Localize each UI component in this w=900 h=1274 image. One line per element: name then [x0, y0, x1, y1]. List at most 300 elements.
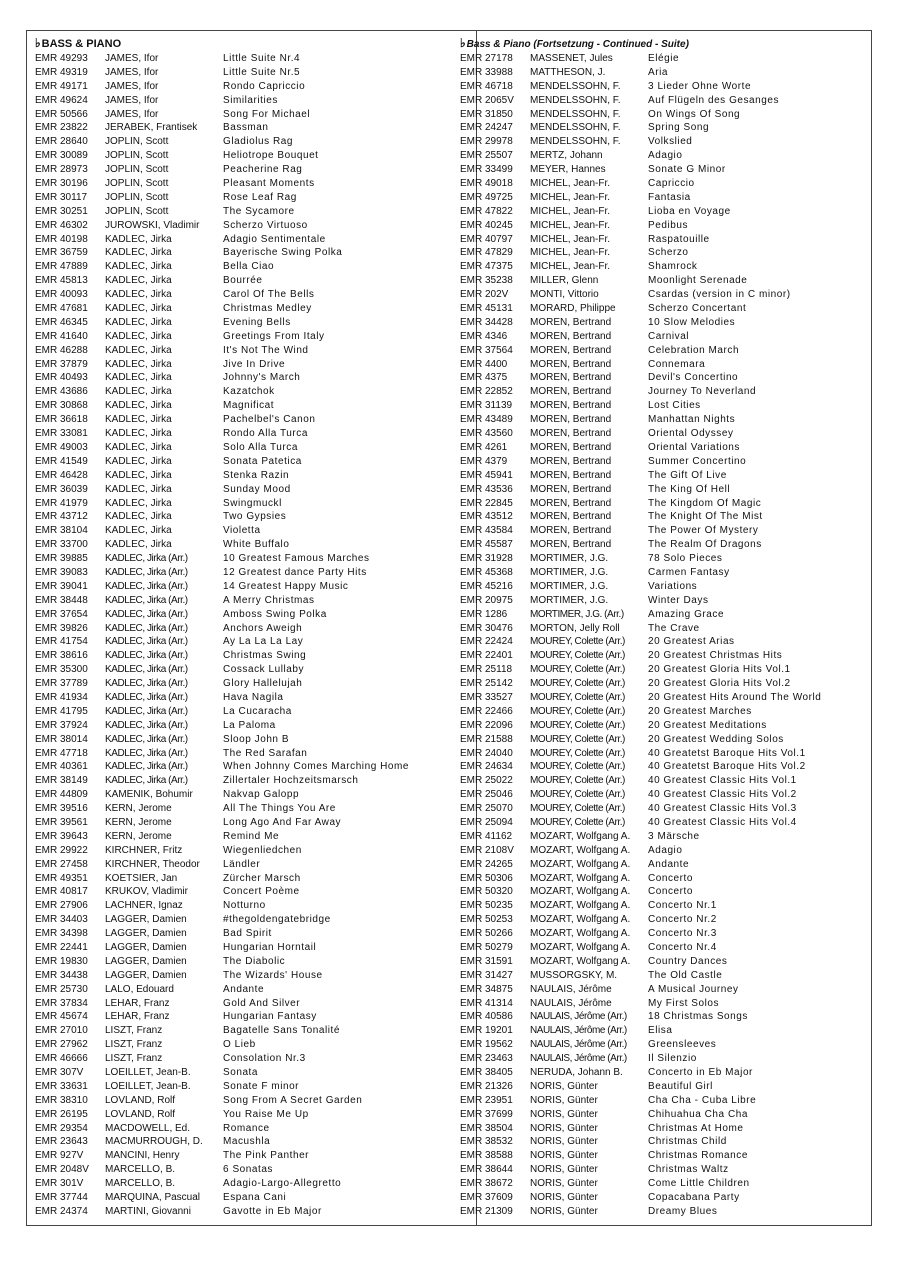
catalog-number: EMR 24247 [460, 122, 513, 134]
catalog-entry [35, 246, 455, 260]
work-title: Adagio [648, 150, 683, 162]
composer: LISZT, Franz [105, 1039, 163, 1051]
composer: MOREN, Bertrand [530, 358, 612, 370]
composer: MOUREY, Colette (Arr.) [530, 636, 625, 648]
composer: KADLEC, Jirka (Arr.) [105, 747, 188, 759]
work-title: La Cucaracha [223, 705, 292, 717]
composer: KADLEC, Jirka [105, 247, 172, 259]
composer: MERTZ, Johann [530, 150, 603, 162]
composer: NORIS, Günter [530, 1136, 598, 1148]
catalog-entry [35, 872, 455, 886]
work-title: It's Not The Wind [223, 344, 309, 356]
catalog-number: EMR 45813 [35, 275, 88, 287]
work-title: Scherzo [648, 247, 689, 259]
catalog-entry [460, 80, 870, 94]
composer: KADLEC, Jirka [105, 233, 172, 245]
composer: KADLEC, Jirka [105, 386, 172, 398]
catalog-entry [460, 552, 870, 566]
work-title: Carnival [648, 330, 690, 342]
catalog-entry [35, 94, 455, 108]
work-title: Sonate F minor [223, 1080, 300, 1092]
composer: LISZT, Franz [105, 1025, 163, 1037]
catalog-entry [460, 969, 870, 983]
work-title: Swingmuckl [223, 497, 282, 509]
catalog-entry [35, 1066, 455, 1080]
composer: NORIS, Günter [530, 1122, 598, 1134]
work-title: 20 Greatest Christmas Hits [648, 650, 783, 662]
composer: MASSENET, Jules [530, 53, 613, 64]
catalog-entry [460, 413, 870, 427]
catalog-entry [460, 455, 870, 469]
composer: MOREN, Bertrand [530, 414, 612, 426]
section-heading-text: Bass & Piano (Fortsetzung - Continued - Suite) [466, 39, 689, 50]
catalog-number: EMR 31850 [460, 108, 513, 120]
catalog-entry [35, 469, 455, 483]
catalog-entry [460, 316, 870, 330]
work-title: Beautiful Girl [648, 1080, 713, 1092]
work-title: The Gift Of Live [648, 469, 727, 481]
catalog-entry [460, 399, 870, 413]
work-title: 6 Sonatas [223, 1164, 273, 1176]
catalog-number: EMR 39561 [35, 816, 88, 828]
catalog-entry [460, 594, 870, 608]
catalog-number: EMR 2108V [460, 844, 514, 856]
work-title: Bad Spirit [223, 928, 272, 940]
catalog-number: EMR 33499 [460, 164, 513, 176]
composer: MOREN, Bertrand [530, 455, 612, 467]
composer: NAULAIS, Jérôme (Arr.) [530, 1025, 627, 1037]
catalog-entry [460, 899, 870, 913]
catalog-number: EMR 49624 [35, 94, 88, 106]
work-title: Violetta [223, 525, 261, 537]
composer: NORIS, Günter [530, 1178, 598, 1190]
catalog-entry [35, 622, 455, 636]
work-title: Pleasant Moments [223, 178, 315, 190]
work-title: Lost Cities [648, 400, 701, 412]
composer: MOZART, Wolfgang A. [530, 830, 631, 842]
composer: MORTIMER, J.G. [530, 580, 609, 592]
work-title: Zürcher Marsch [223, 872, 301, 884]
work-title: Hungarian Fantasy [223, 1011, 317, 1023]
catalog-entry [35, 1108, 455, 1122]
composer: KADLEC, Jirka [105, 261, 172, 273]
catalog-number: EMR 47681 [35, 303, 88, 315]
catalog-number: EMR 38149 [35, 775, 88, 787]
catalog-number: EMR 37699 [460, 1108, 513, 1120]
catalog-entry [35, 1149, 455, 1163]
catalog-entry [460, 830, 870, 844]
catalog-entry [460, 358, 870, 372]
composer: KADLEC, Jirka (Arr.) [105, 705, 188, 717]
catalog-entry [35, 1163, 455, 1177]
work-title: Jive In Drive [223, 358, 286, 370]
work-title: Anchors Aweigh [223, 622, 303, 634]
catalog-number: EMR 24040 [460, 747, 513, 759]
catalog-entry [35, 497, 455, 511]
work-title: Concerto in Eb Major [648, 1067, 753, 1079]
catalog-entry [35, 233, 455, 247]
catalog-entry [35, 66, 455, 80]
work-title: Concerto Nr.2 [648, 914, 717, 926]
catalog-entry [460, 1052, 870, 1066]
composer: MOZART, Wolfgang A. [530, 858, 631, 870]
work-title: Csardas (version in C minor) [648, 289, 791, 301]
composer: LISZT, Franz [105, 1053, 163, 1065]
catalog-number: EMR 41314 [460, 997, 513, 1009]
composer: LOVLAND, Rolf [105, 1108, 176, 1120]
work-title: Sonata Patetica [223, 455, 302, 467]
catalog-entry [35, 552, 455, 566]
composer: MOREN, Bertrand [530, 316, 612, 328]
composer: JERABEK, Frantisek [105, 122, 198, 134]
catalog-number: EMR 25118 [460, 664, 513, 676]
catalog-number: EMR 46345 [35, 316, 88, 328]
composer: LACHNER, Ignaz [105, 900, 183, 912]
composer: NORIS, Günter [530, 1192, 598, 1204]
catalog-entry [35, 399, 455, 413]
catalog-number: EMR 43560 [460, 428, 513, 440]
catalog-entry [460, 219, 870, 233]
catalog-entry [35, 941, 455, 955]
catalog-entry [460, 191, 870, 205]
composer: KADLEC, Jirka [105, 539, 172, 551]
catalog-number: EMR 23822 [35, 122, 88, 134]
composer: NORIS, Günter [530, 1164, 598, 1176]
composer: JOPLIN, Scott [105, 191, 169, 203]
catalog-number: EMR 37879 [35, 358, 88, 370]
catalog-number: EMR 43489 [460, 414, 513, 426]
catalog-entry [460, 469, 870, 483]
composer: MOUREY, Colette (Arr.) [530, 816, 625, 828]
catalog-number: EMR 36618 [35, 414, 88, 426]
work-title: 20 Greatest Arias [648, 636, 735, 648]
catalog-number: EMR 26195 [35, 1108, 88, 1120]
work-title: Greensleeves [648, 1039, 717, 1051]
composer: MOZART, Wolfgang A. [530, 844, 631, 856]
catalog-number: EMR 30117 [35, 191, 88, 203]
catalog-number: EMR 45587 [460, 539, 513, 551]
catalog-entry [35, 705, 455, 719]
work-title: Carol Of The Bells [223, 289, 315, 301]
catalog-number: EMR 25094 [460, 816, 513, 828]
work-title: Cossack Lullaby [223, 664, 305, 676]
catalog-entry [35, 52, 455, 66]
work-title: Amazing Grace [648, 608, 725, 620]
catalog-number: EMR 37924 [35, 719, 88, 731]
catalog-entry [460, 1205, 870, 1219]
catalog-entry [460, 510, 870, 524]
composer: MUSSORGSKY, M. [530, 969, 618, 981]
catalog-number: EMR 43686 [35, 386, 88, 398]
composer: MARTINI, Giovanni [105, 1205, 191, 1217]
work-title: The Kingdom Of Magic [648, 497, 762, 509]
work-title: 10 Greatest Famous Marches [223, 553, 370, 565]
work-title: Wiegenliedchen [223, 844, 302, 856]
work-title: The Crave [648, 622, 700, 634]
catalog-entry [460, 177, 870, 191]
catalog-list [460, 52, 870, 1219]
catalog-number: EMR 38616 [35, 650, 88, 662]
composer: MORTIMER, J.G. [530, 553, 609, 565]
work-title: Ay La La La Lay [223, 636, 304, 648]
catalog-entry [460, 121, 870, 135]
catalog-entry [460, 677, 870, 691]
catalog-entry [35, 1094, 455, 1108]
work-title: Sunday Mood [223, 483, 291, 495]
composer: LAGGER, Damien [105, 942, 187, 953]
work-title: Hungarian Horntail [223, 942, 317, 953]
catalog-entry [460, 566, 870, 580]
catalog-number: EMR 25507 [460, 150, 513, 162]
composer: KIRCHNER, Theodor [105, 858, 200, 870]
catalog-number: EMR 41934 [35, 691, 88, 703]
catalog-entry [35, 413, 455, 427]
composer: MOREN, Bertrand [530, 372, 612, 384]
composer: KADLEC, Jirka [105, 289, 172, 301]
work-title: Fantasia [648, 191, 691, 203]
work-title: Elégie [648, 53, 680, 64]
catalog-entry [460, 330, 870, 344]
work-title: Rondo Capriccio [223, 80, 306, 92]
catalog-entry [35, 1122, 455, 1136]
catalog-number: EMR 34875 [460, 983, 513, 995]
catalog-number: EMR 49293 [35, 53, 88, 64]
work-title: Bassman [223, 122, 269, 134]
composer: NAULAIS, Jérôme (Arr.) [530, 1039, 627, 1051]
work-title: 20 Greatest Hits Around The World [648, 691, 822, 703]
composer: NAULAIS, Jérôme (Arr.) [530, 1011, 627, 1023]
work-title: Pedibus [648, 219, 688, 231]
catalog-entry [460, 913, 870, 927]
composer: JOPLIN, Scott [105, 164, 169, 176]
catalog-number: EMR 46718 [460, 80, 513, 92]
work-title: Moonlight Serenade [648, 275, 748, 287]
catalog-number: EMR 40493 [35, 372, 88, 384]
work-title: The Wizards' House [223, 969, 323, 981]
work-title: Journey To Neverland [648, 386, 757, 398]
catalog-entry [460, 663, 870, 677]
catalog-entry [460, 1094, 870, 1108]
work-title: Auf Flügeln des Gesanges [648, 94, 780, 106]
catalog-number: EMR 50279 [460, 942, 513, 953]
work-title: The Pink Panther [223, 1150, 310, 1162]
composer: NAULAIS, Jérôme [530, 997, 612, 1009]
work-title: Celebration March [648, 344, 740, 356]
work-title: Raspatouille [648, 233, 710, 245]
composer: MOUREY, Colette (Arr.) [530, 747, 625, 759]
catalog-number: EMR 29978 [460, 136, 513, 148]
composer: MOREN, Bertrand [530, 511, 612, 523]
catalog-entry [35, 149, 455, 163]
catalog-entry [460, 635, 870, 649]
catalog-number: EMR 50566 [35, 108, 88, 120]
catalog-number: EMR 34398 [35, 928, 88, 940]
work-title: 3 Lieder Ohne Worte [648, 80, 752, 92]
composer: MOUREY, Colette (Arr.) [530, 705, 625, 717]
composer: NAULAIS, Jérôme [530, 983, 612, 995]
catalog-entry [35, 1177, 455, 1191]
catalog-entry [35, 1010, 455, 1024]
catalog-number: EMR 38310 [35, 1094, 88, 1106]
work-title: Come Little Children [648, 1178, 750, 1190]
composer: JOPLIN, Scott [105, 205, 169, 217]
catalog-entry [35, 677, 455, 691]
work-title: Devil's Concertino [648, 372, 739, 384]
composer: MACDOWELL, Ed. [105, 1122, 191, 1134]
catalog-number: EMR 19562 [460, 1039, 513, 1051]
composer: KADLEC, Jirka [105, 303, 172, 315]
catalog-number: EMR 34428 [460, 316, 513, 328]
catalog-number: EMR 45368 [460, 566, 513, 578]
composer: MOZART, Wolfgang A. [530, 928, 631, 940]
catalog-number: EMR 27178 [460, 53, 513, 64]
work-title: Christmas Child [648, 1136, 727, 1148]
composer: LAGGER, Damien [105, 928, 187, 940]
composer: JAMES, Ifor [105, 53, 159, 64]
catalog-entry [35, 997, 455, 1011]
work-title: Ländler [223, 858, 261, 870]
catalog-number: EMR 301V [35, 1178, 84, 1190]
composer: KADLEC, Jirka [105, 428, 172, 440]
catalog-entry [460, 1149, 870, 1163]
work-title: Winter Days [648, 594, 709, 606]
work-title: Scherzo Concertant [648, 303, 747, 315]
work-title: Christmas Swing [223, 650, 307, 662]
work-title: Rondo Alla Turca [223, 428, 308, 440]
catalog-entry [460, 205, 870, 219]
catalog-number: EMR 22441 [35, 942, 88, 953]
work-title: 40 Greatetst Baroque Hits Vol.1 [648, 747, 806, 759]
catalog-entry [460, 149, 870, 163]
catalog-number: EMR 30868 [35, 400, 88, 412]
work-title: 20 Greatest Wedding Solos [648, 733, 784, 745]
catalog-number: EMR 44809 [35, 789, 88, 801]
catalog-entry [35, 455, 455, 469]
catalog-entry [460, 371, 870, 385]
catalog-entry [35, 566, 455, 580]
work-title: 40 Greatest Classic Hits Vol.3 [648, 803, 797, 815]
catalog-entry [460, 941, 870, 955]
catalog-number: EMR 4375 [460, 372, 508, 384]
catalog-number: EMR 40245 [460, 219, 513, 231]
composer: MOZART, Wolfgang A. [530, 900, 631, 912]
composer: KADLEC, Jirka [105, 525, 172, 537]
work-title: 18 Christmas Songs [648, 1011, 748, 1023]
composer: MICHEL, Jean-Fr. [530, 205, 611, 217]
catalog-number: EMR 47829 [460, 247, 513, 259]
composer: KADLEC, Jirka (Arr.) [105, 719, 188, 731]
catalog-entry [460, 997, 870, 1011]
work-title: Oriental Odyssey [648, 428, 734, 440]
catalog-entry [35, 913, 455, 927]
catalog-number: EMR 27962 [35, 1039, 88, 1051]
flat-symbol: ♭ [35, 36, 41, 50]
composer: KADLEC, Jirka [105, 400, 172, 412]
composer: MENDELSSOHN, F. [530, 80, 621, 92]
composer: KADLEC, Jirka (Arr.) [105, 650, 188, 662]
catalog-number: EMR 43712 [35, 511, 88, 523]
work-title: Summer Concertino [648, 455, 747, 467]
catalog-number: EMR 37564 [460, 344, 513, 356]
catalog-entry [460, 1163, 870, 1177]
catalog-number: EMR 40093 [35, 289, 88, 301]
composer: MOZART, Wolfgang A. [530, 886, 631, 898]
catalog-number: EMR 37744 [35, 1192, 88, 1204]
work-title: Christmas Romance [648, 1150, 748, 1162]
catalog-entry [460, 1177, 870, 1191]
catalog-number: EMR 35300 [35, 664, 88, 676]
catalog-number: EMR 49725 [460, 191, 513, 203]
catalog-entry [460, 441, 870, 455]
catalog-number: EMR 45941 [460, 469, 513, 481]
catalog-entry [460, 135, 870, 149]
catalog-entry [35, 594, 455, 608]
catalog-entry [35, 663, 455, 677]
catalog-entry [460, 872, 870, 886]
catalog-number: EMR 21309 [460, 1205, 513, 1217]
composer: KADLEC, Jirka (Arr.) [105, 664, 188, 676]
composer: NORIS, Günter [530, 1150, 598, 1162]
composer: KADLEC, Jirka (Arr.) [105, 580, 188, 592]
catalog-number: EMR 37834 [35, 997, 88, 1009]
catalog-number: EMR 39083 [35, 566, 88, 578]
work-title: Adagio-Largo-Allegretto [223, 1178, 342, 1190]
catalog-column-right [460, 36, 870, 1219]
catalog-number: EMR 25022 [460, 775, 513, 787]
catalog-number: EMR 50320 [460, 886, 513, 898]
composer: MENDELSSOHN, F. [530, 108, 621, 120]
catalog-entry [460, 705, 870, 719]
section-heading-continued [460, 36, 870, 51]
catalog-entry [460, 760, 870, 774]
composer: MORARD, Philippe [530, 303, 616, 315]
work-title: Capriccio [648, 178, 695, 190]
catalog-entry [460, 385, 870, 399]
work-title: Christmas Medley [223, 303, 312, 315]
work-title: Solo Alla Turca [223, 441, 298, 453]
composer: MOREN, Bertrand [530, 386, 612, 398]
composer: MOUREY, Colette (Arr.) [530, 664, 625, 676]
work-title: Gavotte in Eb Major [223, 1205, 322, 1217]
composer: KADLEC, Jirka [105, 441, 172, 453]
catalog-entry [460, 274, 870, 288]
work-title: Oriental Variations [648, 441, 740, 453]
work-title: O Lieb [223, 1039, 256, 1051]
catalog-entry [35, 330, 455, 344]
catalog-number: EMR 38644 [460, 1164, 513, 1176]
catalog-entry [35, 441, 455, 455]
catalog-number: EMR 927V [35, 1150, 84, 1162]
catalog-number: EMR 47718 [35, 747, 88, 759]
catalog-number: EMR 27010 [35, 1025, 88, 1037]
composer: MOREN, Bertrand [530, 344, 612, 356]
composer: MOREN, Bertrand [530, 469, 612, 481]
work-title: Country Dances [648, 955, 728, 967]
catalog-number: EMR 31139 [460, 400, 513, 412]
catalog-number: EMR 43512 [460, 511, 513, 523]
catalog-number: EMR 46288 [35, 344, 88, 356]
work-title: 14 Greatest Happy Music [223, 580, 349, 592]
catalog-number: EMR 38014 [35, 733, 88, 745]
work-title: Little Suite Nr.4 [223, 53, 301, 64]
catalog-entry [35, 719, 455, 733]
catalog-number: EMR 38532 [460, 1136, 513, 1148]
work-title: My First Solos [648, 997, 720, 1009]
work-title: 3 Märsche [648, 830, 700, 842]
catalog-number: EMR 30089 [35, 150, 88, 162]
catalog-number: EMR 25730 [35, 983, 88, 995]
composer: NORIS, Günter [530, 1205, 598, 1217]
